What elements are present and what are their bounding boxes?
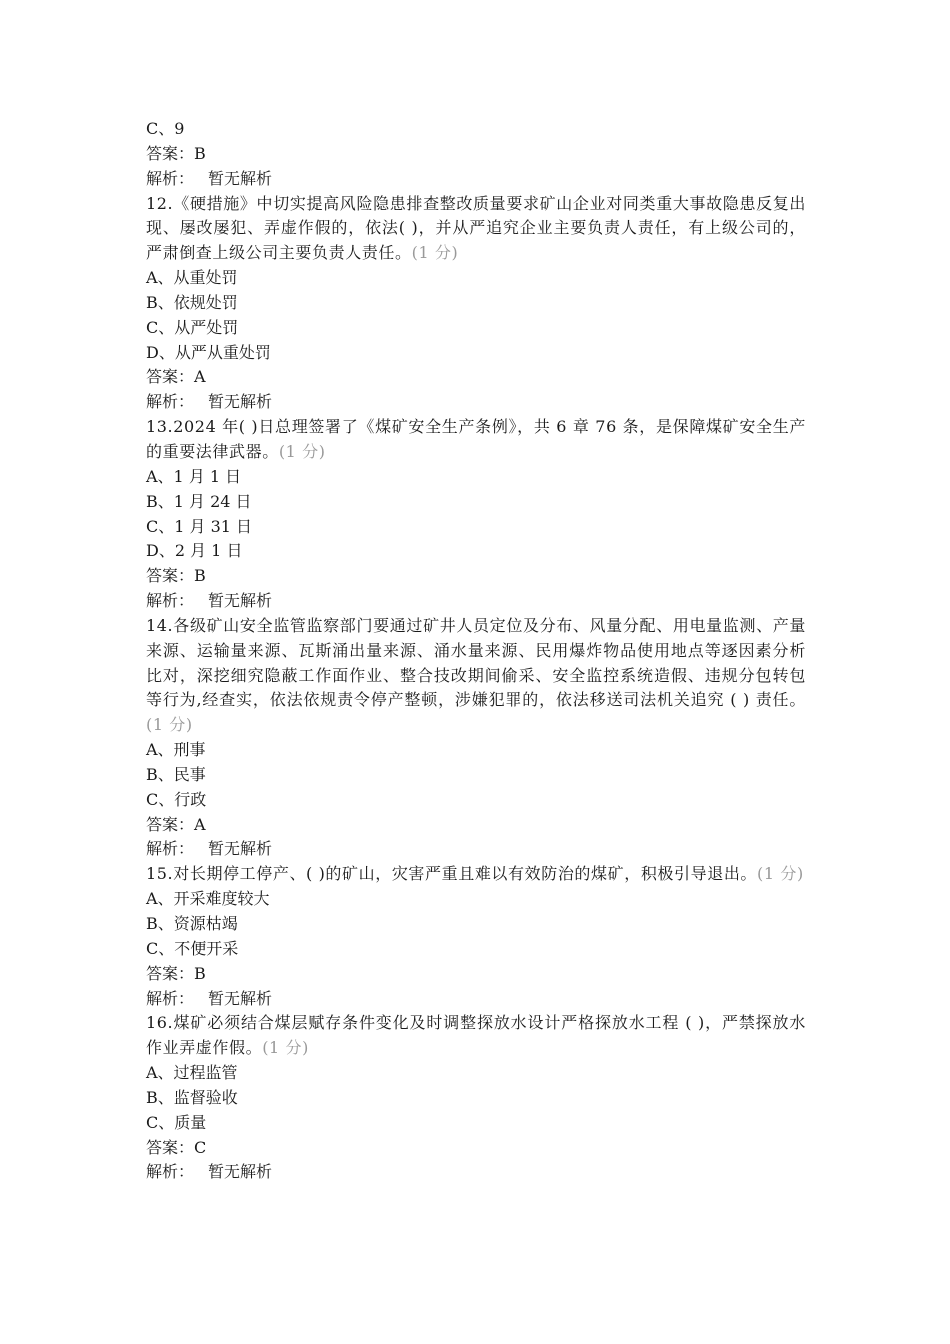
analysis-line	[146, 167, 806, 192]
answer-line: 答案：B	[146, 566, 206, 586]
option-a: A、1 月 1 日	[146, 466, 242, 486]
option-c: C、质量	[146, 1112, 207, 1132]
analysis-label: 解析：	[146, 168, 195, 188]
answer-line: 答案：C	[146, 1137, 207, 1157]
analysis-text: 暂无解析	[208, 1162, 273, 1182]
question-12	[146, 192, 806, 416]
answer-line: 答案：A	[146, 367, 206, 387]
score-label: (1 分)	[262, 1038, 309, 1058]
score-label: (1 分)	[757, 864, 804, 884]
question-text: 13.2024 年( )日总理签署了《煤矿安全生产条例》，共 6 章 76 条，是保障煤矿安全生产的重要法律武器。(1 分)	[146, 417, 806, 461]
question-text: 15.对长期停工停产、( )的矿山，灾害严重且难以有效防治的煤矿，积极引导退出。(1 分)	[146, 864, 804, 884]
score-label: (1 分)	[146, 715, 193, 735]
option-b: B、依规处罚	[146, 292, 238, 312]
analysis-label: 解析：	[146, 591, 195, 611]
analysis-label: 解析：	[146, 839, 195, 859]
analysis-text: 暂无解析	[208, 839, 273, 859]
score-label: (1 分)	[278, 441, 326, 461]
option-b: B、资源枯竭	[146, 914, 238, 933]
analysis-line	[146, 987, 806, 1012]
document-page	[146, 117, 806, 1185]
option-b: B、民事	[146, 764, 206, 784]
answer-line: 答案：B	[146, 143, 206, 163]
analysis-label: 解析：	[146, 988, 195, 1008]
question-13	[146, 415, 806, 614]
option-a: A、过程监管	[146, 1063, 238, 1083]
question-text: 14.各级矿山安全监管监察部门要通过矿井人员定位及分布、风量分配、用电量监测、产量来源、运输量来源、瓦斯涌出量来源、涌水量来源、民用爆炸物品使用地点等逐因素分析比对，深挖细究隐蔽工作面作业、整合技改期间偷采、安全监控系统造假、违规分包转包等行为,经查实，依法依规责令停产整顿，涉嫌犯罪的，依法移送司法机关追究 ( ) 责任。(1 分)	[146, 615, 806, 735]
analysis-text: 暂无解析	[208, 591, 273, 611]
option-c: C、不便开采	[146, 938, 239, 958]
answer-line: 答案：A	[146, 814, 206, 834]
question-14	[146, 614, 806, 862]
option-c: C、1 月 31 日	[146, 516, 253, 536]
score-label: (1 分)	[411, 243, 459, 263]
analysis-line	[146, 589, 806, 614]
question-text: 12.《硬措施》中切实提高风险隐患排查整改质量要求矿山企业对同类重大事故隐患反复出现、屡改屡犯、弄虚作假的，依法( )，并从严追究企业主要负责人责任，有上级公司的，严肃倒查上级公司主要负责人责任。(1 分)	[146, 193, 806, 263]
question-15	[146, 862, 806, 1011]
analysis-label: 解析：	[146, 1162, 195, 1182]
option-d: D、从严从重处罚	[146, 342, 271, 362]
analysis-line	[146, 390, 806, 415]
option-a: A、从重处罚	[146, 268, 238, 288]
option-a: A、开采难度较大	[146, 889, 270, 909]
option-d: D、2 月 1 日	[146, 541, 243, 561]
question-16	[146, 1011, 806, 1185]
analysis-text: 暂无解析	[208, 168, 273, 188]
option-a: A、刑事	[146, 740, 206, 760]
analysis-line	[146, 1160, 806, 1185]
answer-line: 答案：B	[146, 963, 206, 983]
analysis-line	[146, 837, 806, 862]
option-b: B、1 月 24 日	[146, 491, 252, 511]
analysis-label: 解析：	[146, 392, 195, 412]
analysis-text: 暂无解析	[208, 392, 273, 412]
option-c: C、行政	[146, 789, 207, 809]
option-b: B、监督验收	[146, 1087, 238, 1107]
question-text: 16.煤矿必须结合煤层赋存条件变化及时调整探放水设计严格探放水工程 ( )，严禁探放水作业弄虚作假。(1 分)	[146, 1013, 806, 1058]
analysis-text: 暂无解析	[208, 988, 273, 1008]
option-c: C、从严处罚	[146, 317, 239, 337]
option-c: C、9	[146, 119, 185, 138]
question-11-fragment	[146, 117, 806, 192]
